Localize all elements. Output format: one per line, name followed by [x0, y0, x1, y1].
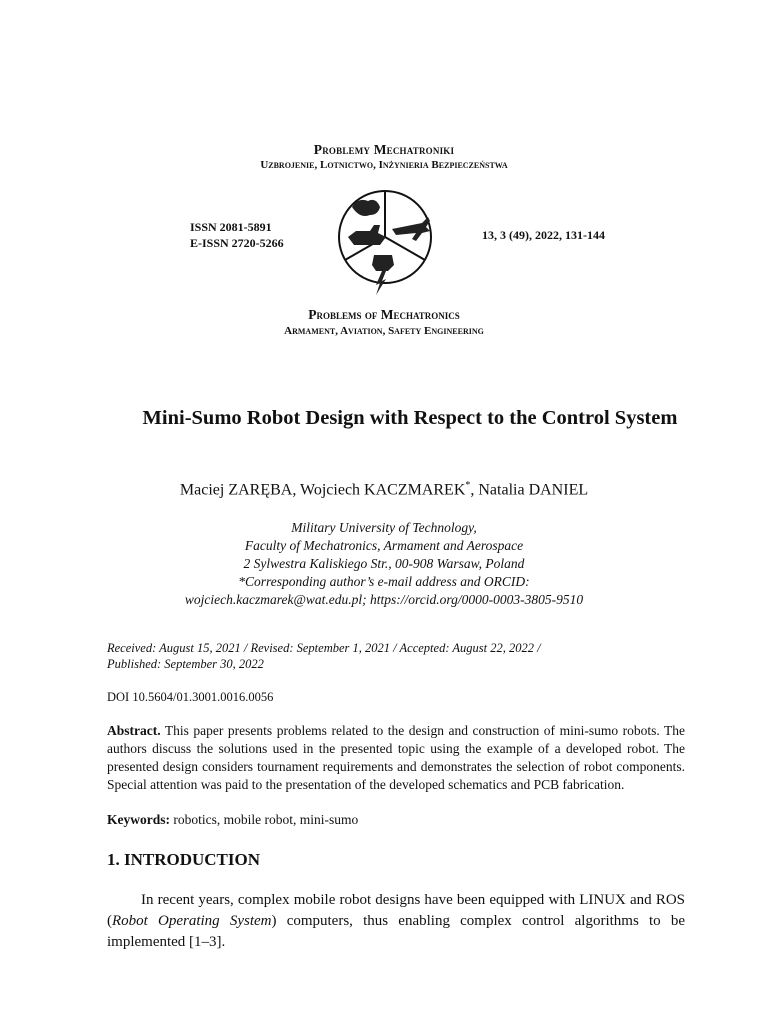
journal-title-en: Problems of Mechatronics	[308, 307, 460, 322]
issn: ISSN 2081-5891	[190, 220, 272, 234]
authors-rest: , Natalia DANIEL	[470, 481, 589, 499]
journal-title-pl: Problemy Mechatroniki	[313, 142, 455, 157]
journal-logo-icon	[330, 185, 440, 303]
affiliation-line: Military University of Technology,	[291, 520, 477, 535]
volume-info: 13, 3 (49), 2022, 131-144	[482, 228, 605, 242]
intro-text-end: ) computers, thus enabling complex control algorithms to be implemented [1–3].	[107, 913, 685, 950]
intro-paragraph	[107, 890, 685, 953]
section-heading: 1. INTRODUCTION	[107, 850, 261, 869]
abstract	[107, 722, 685, 794]
abstract-label: Abstract.	[107, 723, 161, 738]
dates-line: Published: September 30, 2022	[107, 657, 264, 671]
authors-main: Maciej ZARĘBA, Wojciech KACZMAREK	[179, 481, 466, 499]
corresponding-note: *Corresponding author’s e-mail address and ORCID:	[238, 574, 530, 589]
intro-text: In recent years, complex mobile robot designs have been equipped with LINUX and ROS (	[107, 892, 685, 929]
publication-dates	[107, 640, 667, 672]
keywords-text: robotics, mobile robot, mini-sumo	[170, 812, 359, 827]
abstract-text: This paper presents problems related to the design and construction of mini-sumo robots. The authors discuss the solutions used in the presented topic using the example of a developed robot. The presented design considers tournament requirements and demonstrates the selection of robot components. Special attention was paid to the presentation of the developed schematics and PCB fabrication.	[107, 723, 685, 792]
affiliation-line: 2 Sylwestra Kaliskiego Str., 00-908 Warsaw, Poland	[243, 556, 525, 571]
corresponding-mark: *	[465, 480, 471, 491]
affiliation	[0, 519, 768, 609]
keywords-label: Keywords:	[107, 812, 170, 827]
affiliation-line: Faculty of Mechatronics, Armament and Aerospace	[244, 538, 524, 553]
doi[interactable]: DOI 10.5604/01.3001.0016.0056	[107, 690, 274, 704]
journal-subtitle-pl: Uzbrojenie, Lotnictwo, Inżynieria Bezpieczeństwa	[260, 159, 508, 171]
keywords	[107, 812, 358, 828]
journal-logo	[330, 185, 440, 308]
eissn: E-ISSN 2720-5266	[190, 236, 284, 250]
corresponding-contact[interactable]: wojciech.kaczmarek@wat.edu.pl; https://orcid.org/0000-0003-3805-9510	[184, 592, 584, 607]
journal-subtitle-en: Armament, Aviation, Safety Engineering	[284, 325, 484, 337]
dates-line: Received: August 15, 2021 / Revised: September 1, 2021 / Accepted: August 22, 2022 /	[107, 641, 541, 655]
intro-italic: Robot Operating System	[112, 913, 272, 929]
authors	[0, 480, 768, 499]
paper-title: Mini-Sumo Robot Design with Respect to the Control System	[142, 407, 678, 429]
